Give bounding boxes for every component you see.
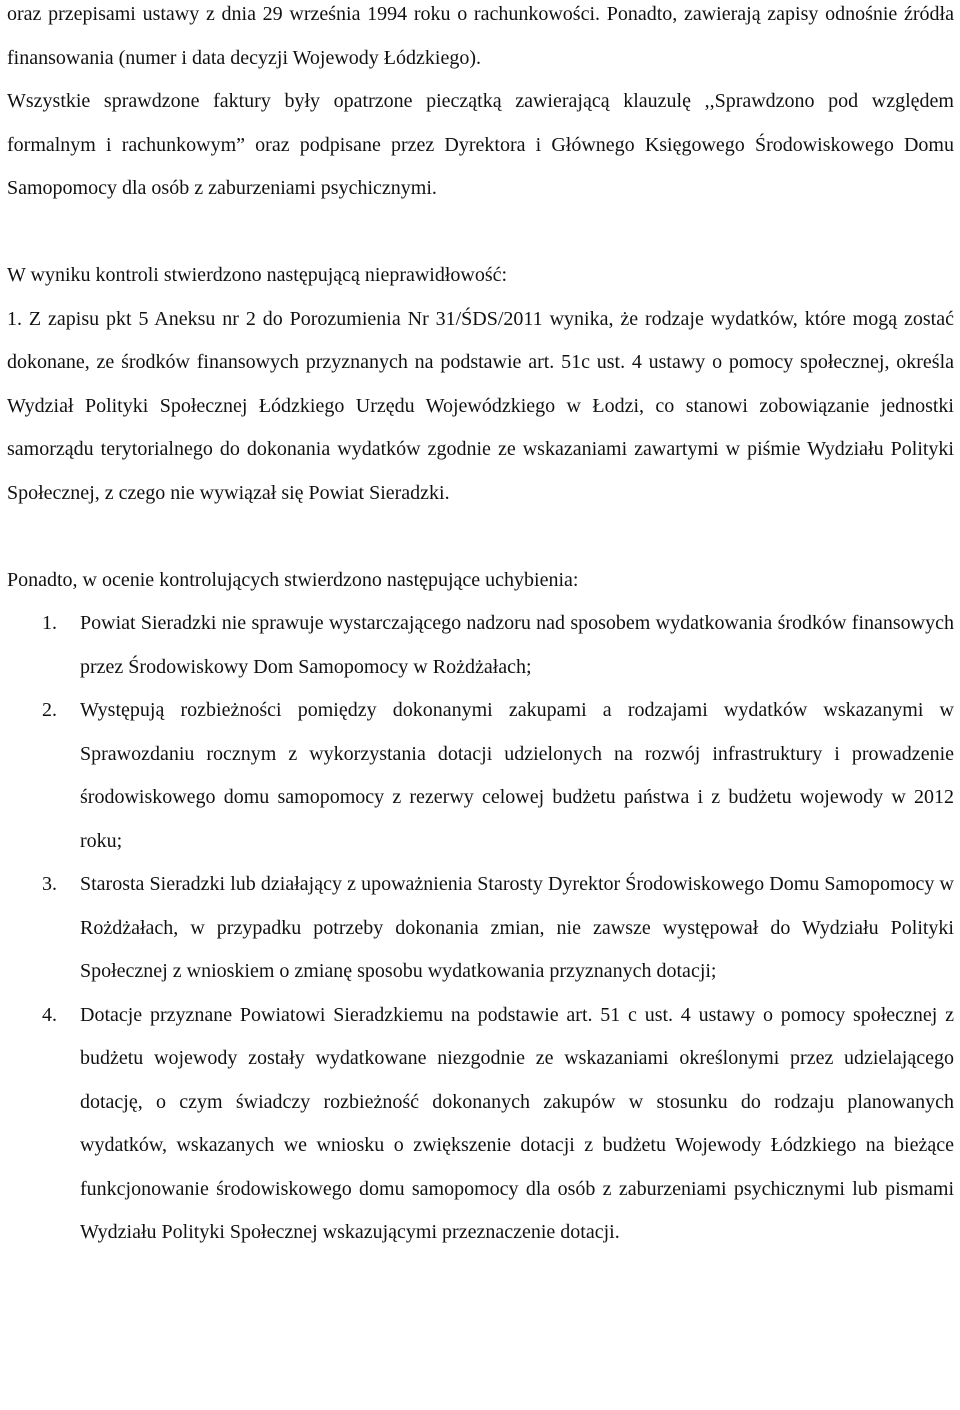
paragraph-accounting-regulations: oraz przepisami ustawy z dnia 29 września 1994 roku o rachunkowości. Ponadto, zawierają zapisy odnośnie źródła finansowania (numer i data decyzji Wojewody Łódzkiego). [7, 3, 954, 69]
list-item-4 [7, 994, 954, 1255]
paragraph-shortcomings-heading: Ponadto, w ocenie kontrolujących stwierdzono następujące uchybienia: [7, 568, 579, 591]
document-page [7, 0, 954, 1255]
shortcomings-list [7, 602, 954, 1255]
list-item-number: 4. [42, 1003, 57, 1026]
list-item-number: 2. [42, 699, 57, 721]
list-item-text: Występują rozbieżności pomiędzy dokonanymi zakupami a rodzajami wydatków wskazanymi w Sprawozdaniu rocznym z wykorzystania dotacji udzielonych na rozwój infrastruktury i prowadzenie środowiskowego domu samopomocy z rezerwy celowej budżetu państwa i z budżetu wojewody w 2012 roku; [80, 699, 954, 852]
list-item-text: Powiat Sieradzki nie sprawuje wystarczającego nadzoru nad sposobem wydatkowania środków finansowych przez Środowiskowy Dom Samopomocy w Rożdżałach; [80, 612, 954, 678]
paragraph-irregularity-1: 1. Z zapisu pkt 5 Aneksu nr 2 do Porozumienia Nr 31/ŚDS/2011 wynika, że rodzaje wydatków, które mogą zostać dokonane, ze środków finansowych przyznanych na podstawie art. 51c ust. 4 ustawy o pomocy społecznej, określa Wydział Polityki Społecznej Łódzkiego Urzędu Wojewódzkiego w Łodzi, co stanowi zobowiązanie jednostki samorządu terytorialnego do dokonania wydatków zgodnie ze wskazaniami zawartymi w piśmie Wydziału Polityki Społecznej, z czego nie wywiązał się Powiat Sieradzki. [7, 307, 954, 504]
list-item-1 [7, 602, 954, 689]
paragraph-gap [7, 515, 954, 559]
list-item-text: Dotacje przyznane Powiatowi Sieradzkiemu na podstawie art. 51 c ust. 4 ustawy o pomocy społecznej z budżetu wojewody zostały wydatkowane niezgodnie ze wskazaniami określonymi przez udzielającego dotację, o czym świadczy rozbieżność dokonanych zakupów w stosunku do rodzaju planowanych wydatków, wskazanych we wniosku o zwiększenie dotacji z budżetu Wojewody Łódzkiego na bieżące funkcjonowanie środowiskowego domu samopomocy dla osób z zaburzeniami psychicznymi lub pismami Wydziału Polityki Społecznej wskazującymi przeznaczenie dotacji. [80, 1003, 954, 1243]
list-item-number: 3. [42, 873, 57, 895]
list-item-2 [7, 689, 954, 863]
paragraph-invoice-verification: Wszystkie sprawdzone faktury były opatrzone pieczątką zawierającą klauzulę ,,Sprawdzono pod względem formalnym i rachunkowym” oraz podpisane przez Dyrektora i Głównego Księgowego Środowiskowego Domu Samopomocy dla osób z zaburzeniami psychicznymi. [7, 90, 954, 199]
list-item-3 [7, 863, 954, 994]
paragraph-gap [7, 211, 954, 255]
paragraph-irregularity-heading: W wyniku kontroli stwierdzono następującą nieprawidłowość: [7, 264, 508, 286]
list-item-number: 1. [42, 612, 57, 634]
list-item-text: Starosta Sieradzki lub działający z upoważnienia Starosty Dyrektor Środowiskowego Domu Samopomocy w Rożdżałach, w przypadku potrzeby dokonania zmian, nie zawsze występował do Wydziału Polityki Społecznej z wnioskiem o zmianę sposobu wydatkowania przyznanych dotacji; [80, 873, 954, 982]
